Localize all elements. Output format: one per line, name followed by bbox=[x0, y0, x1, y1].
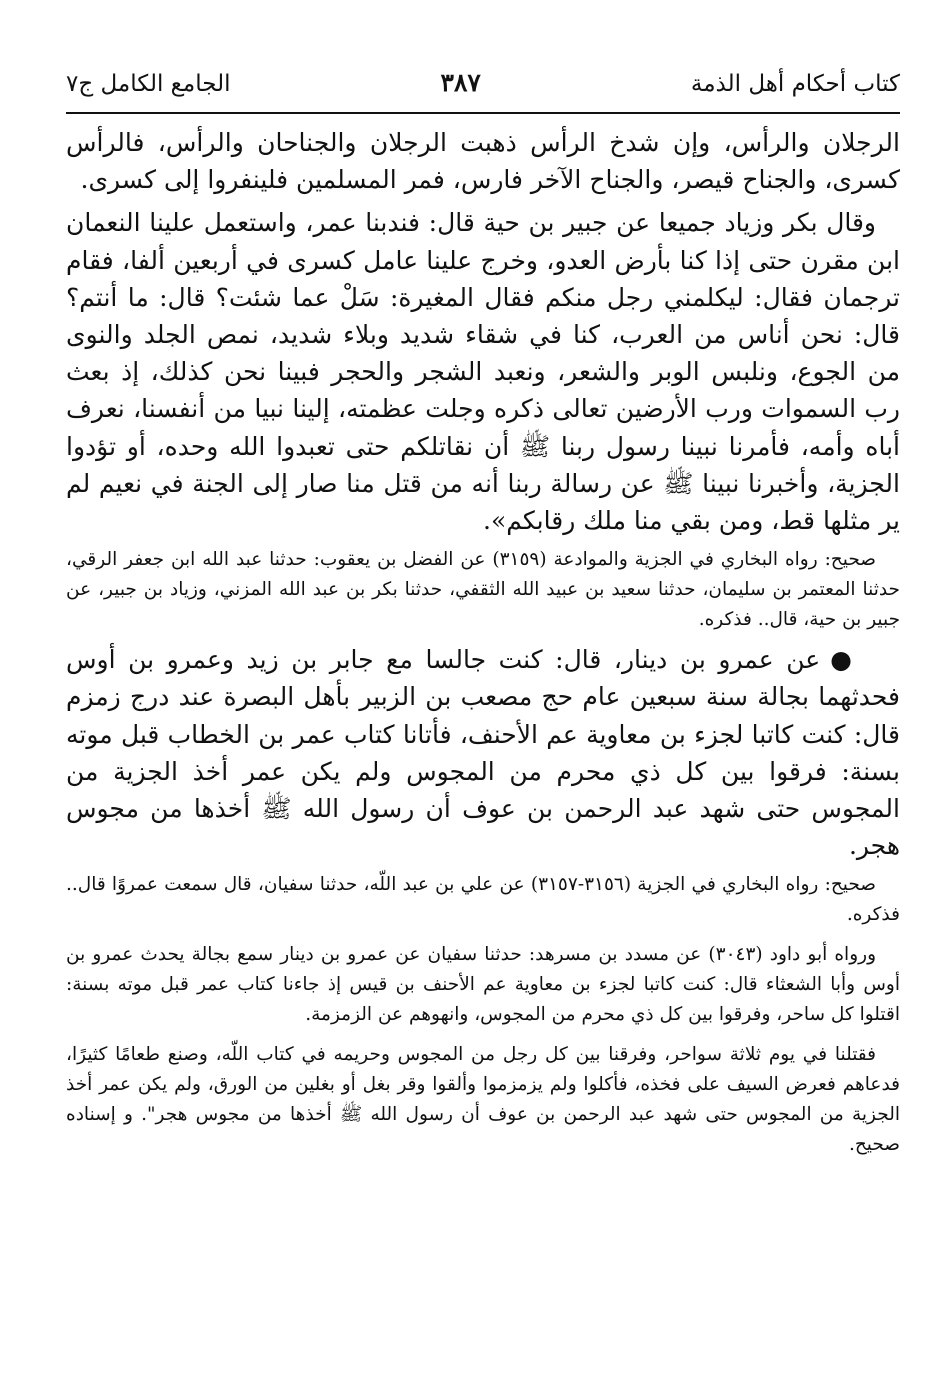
footnote-abu-dawud-continued: فقتلنا في يوم ثلاثة سواحر، وفرقنا بين كل رجل من المجوس وحريمه في كتاب اللّه، وصنع طعامًا كثيرًا، فدعاهم فعرض السيف على فخذه، فأكلوا ولم يزمزموا وألقوا وقر بغل أو بغلين من الورق، ولم يكن عمر أخذ الجزية من المجوس حتى شهد عبد الرحمن بن عوف أن رسول الله ﷺ أخذها من مجوس هجر". و إسناده صحيح. bbox=[66, 1044, 900, 1156]
page-header bbox=[66, 60, 900, 106]
footnote-takhrij-2: صحيح: رواه البخاري في الجزية (٣١٥٦-٣١٥٧) عن علي بن عبد اللّه، حدثنا سفيان، قال سمعت عمروًا قال.. فذكره. bbox=[66, 874, 900, 926]
footnote-abu-dawud: ورواه أبو داود (٣٠٤٣) عن مسدد بن مسرهد: حدثنا سفيان عن عمرو بن دينار سمع بجالة يحدث عمرو بن أوس وأبا الشعثاء قال: كنت كاتبا لجزء بن معاوية عم الأحنف بن قيس إذ جاءنا كتاب عمر قبل موته بسنة: اقتلوا كل ساحر، وفرقوا بين كل ذي محرم من المجوس، وانهوهم عن الزمزمة. bbox=[66, 944, 900, 1026]
paragraph-hadith-jubayr: وقال بكر وزياد جميعا عن جبير بن حية قال: فندبنا عمر، واستعمل علينا النعمان ابن مقرن حتى إذا كنا بأرض العدو، وخرج علينا عامل كسرى في أربعين ألفا، فقام ترجمان فقال: ليكلمني رجل منكم فقال المغيرة: سَلْ عما شئت؟ قال: ما أنتم؟ قال: نحن أناس من العرب، كنا في شقاء شديد وبلاء شديد، نمص الجلد والنوى من الجوع، ونلبس الوبر والشعر، ونعبد الشجر والحجر فبينا نحن كذلك، إذ بعث رب السموات ورب الأرضين تعالى ذكره وجلت عظمته، إلينا نبيا من أنفسنا، نعرف أباه وأمه، فأمرنا نبينا رسول ربنا ﷺ أن نقاتلكم حتى تعبدوا الله وحده، أو تؤدوا الجزية، وأخبرنا نبينا ﷺ عن رسالة ربنا أنه من قتل منا صار إلى الجنة في نعيم لم ير مثلها قط، ومن بقي منا ملك رقابكم». bbox=[66, 208, 900, 536]
page-number: ٣٨٧ bbox=[440, 68, 481, 97]
bullet-marker: ● bbox=[830, 645, 852, 675]
paragraph-hadith-amr-text: عن عمرو بن دينار، قال: كنت جالسا مع جابر بن زيد وعمرو بن أوس فحدثهما بجالة سنة سبعين عام حج مصعب بن الزبير بأهل البصرة عند درج زمزم قال: كنت كاتبا لجزء بن معاوية عم الأحنف، فأتانا كتاب عمر بن الخطاب قبل موته بسنة: فرقوا بين كل ذي محرم من المجوس ولم يكن عمر أخذ الجزية من المجوس حتى شهد عبد الرحمن بن عوف أن رسول الله ﷺ أخذها من مجوس هجر. bbox=[66, 645, 900, 861]
running-title-left: الجامع الكامل ج٧ bbox=[66, 71, 231, 97]
paragraph-hadith-amr bbox=[66, 641, 900, 864]
running-title-right: كتاب أحكام أهل الذمة bbox=[690, 71, 900, 97]
header-rule bbox=[66, 112, 900, 114]
paragraph-continuation: الرجلان والرأس، وإن شدخ الرأس ذهبت الرجلان والجناحان والرأس، فالرأس كسرى، والجناح قيصر، والجناح الآخر فارس، فمر المسلمين فلينفروا إلى كسرى. bbox=[66, 128, 900, 195]
footnote-takhrij-1: صحيح: رواه البخاري في الجزية والموادعة (٣١٥٩) عن الفضل بن يعقوب: حدثنا عبد الله ابن جعفر الرقي، حدثنا المعتمر بن سليمان، حدثنا سعيد بن عبيد الله الثقفي، حدثنا بكر بن عبد الله المزني، وزياد بن جبير، عن جبير بن حية، قال.. فذكره. bbox=[66, 549, 900, 631]
book-page bbox=[66, 60, 900, 1160]
